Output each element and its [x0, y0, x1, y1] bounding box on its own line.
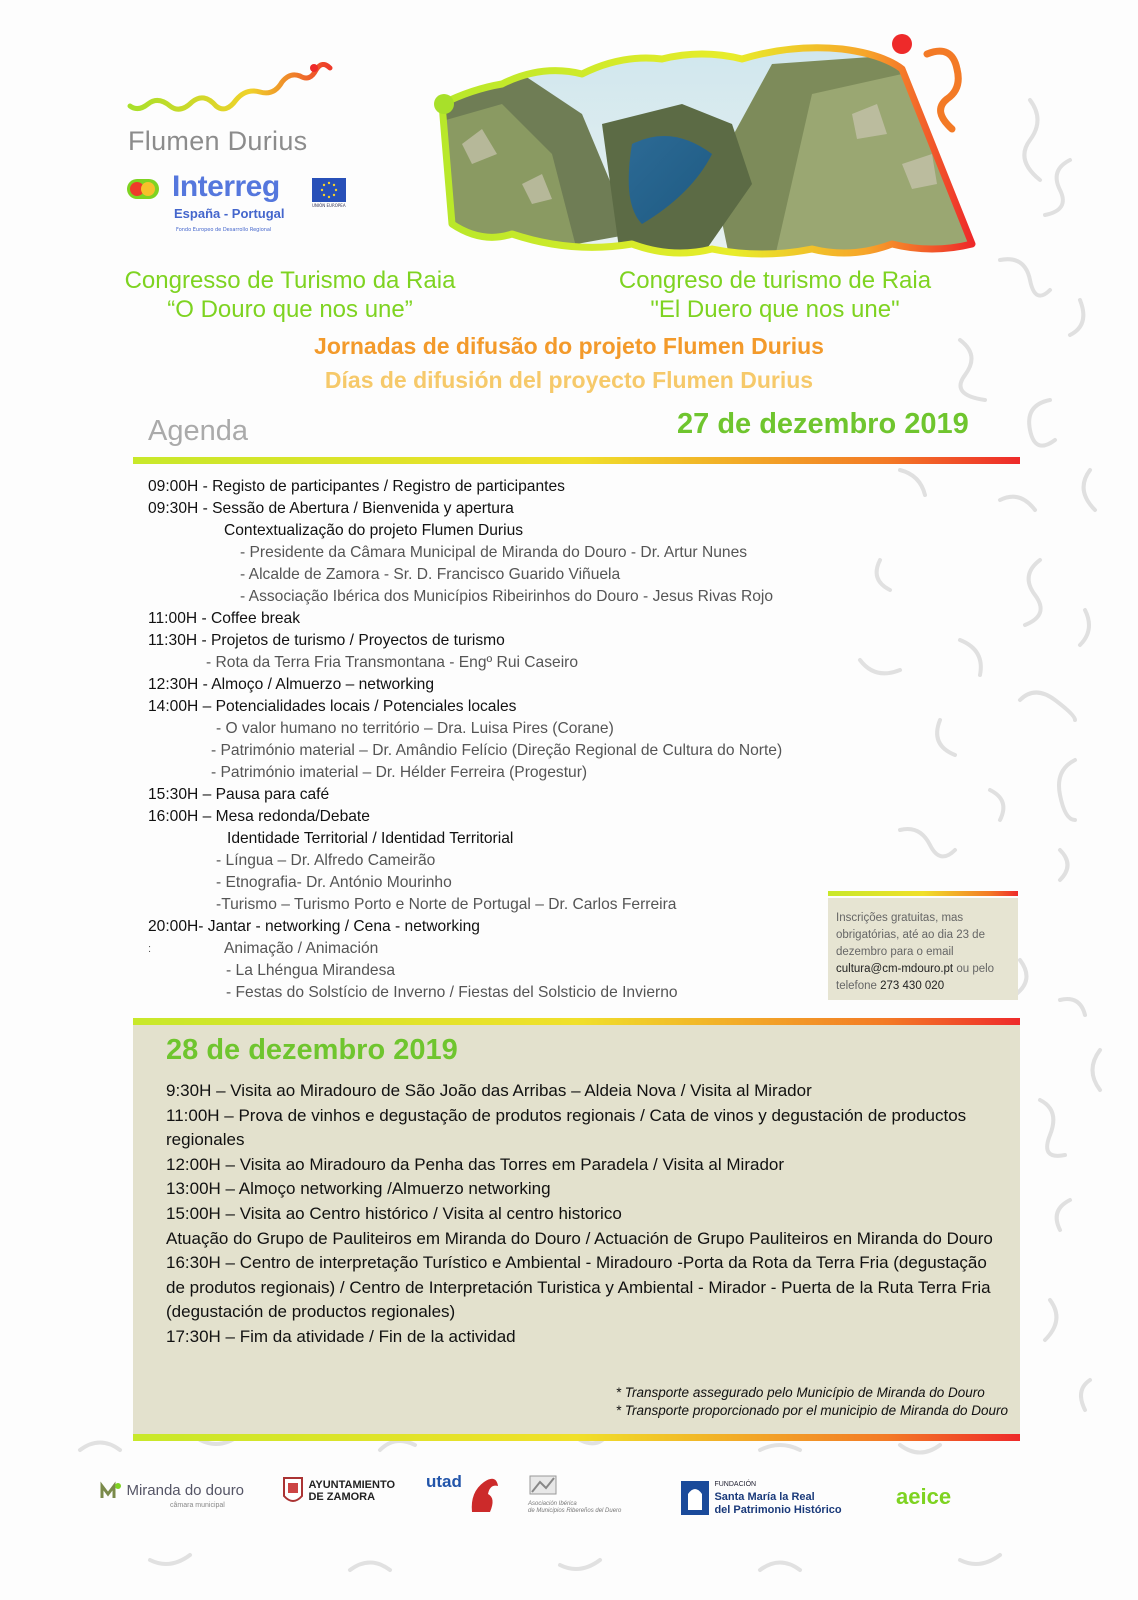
agenda-item: - Património imaterial – Dr. Hélder Ferreira (Progestur)	[211, 764, 588, 781]
dias-title: Días de difusión del proyecto Flumen Durius	[324, 367, 814, 393]
agenda-item: Atuação do Grupo de Pauliteiros em Miranda do Douro / Actuación de Grupo Pauliteiros en Miranda do Douro	[166, 1228, 993, 1248]
agenda-item: 16:00H – Mesa redonda/Debate	[148, 808, 370, 825]
logo-associacao-iberica	[528, 1474, 648, 1515]
agenda-item: 14:00H – Potencialidades locais / Potenciales locales	[148, 698, 517, 715]
utad-emblem-icon	[466, 1472, 502, 1516]
agenda-item: - Presidente da Câmara Municipal de Miranda do Douro - Dr. Artur Nunes	[240, 544, 748, 561]
day2-agenda	[166, 1079, 996, 1350]
associacao-line1: Asociación Ibérica	[528, 1501, 577, 1507]
flumen-durius-logo-line	[126, 62, 346, 124]
aeice-text: aeice	[896, 1484, 952, 1509]
agenda-item: 11:30H - Projetos de turismo / Proyectos de turismo	[148, 632, 505, 649]
day1-agenda	[148, 476, 848, 1004]
agenda-item: 11:00H - Coffee break	[148, 610, 300, 627]
partner-logos	[98, 1466, 1028, 1540]
bottom-divider	[133, 1434, 1020, 1441]
divider-line	[133, 457, 1020, 464]
agenda-item: - Alcalde de Zamora - Sr. D. Francisco Guarido Viñuela	[240, 566, 621, 583]
jornadas-title: Jornadas de difusão do projeto Flumen Durius	[314, 333, 824, 359]
transport-note-pt: * Transporte assegurado pelo Município de Miranda do Douro	[615, 1385, 985, 1400]
congress-pt-line1: Congresso de Turismo da Raia	[124, 267, 456, 294]
logo-miranda-do-douro	[100, 1480, 244, 1509]
logo-fundacion-santa-maria	[680, 1478, 842, 1517]
agenda-item: - Associação Ibérica dos Municípios Ribeirinhos do Douro - Jesus Rivas Rojo	[240, 588, 774, 605]
info-text-2: ou pelo telefone	[836, 963, 995, 992]
agenda-item: 09:30H - Sessão de Abertura / Bienvenida y apertura	[148, 500, 514, 517]
logo-aeice	[896, 1484, 951, 1510]
agenda-item: 9:30H – Visita ao Miradouro de São João das Arribas – Aldeia Nova / Visita al Mirador	[166, 1081, 812, 1100]
registration-phone: 273 430 020	[880, 980, 945, 992]
congress-es-line2: "El Duero que nos une"	[650, 296, 900, 323]
agenda-item: Contextualização do projeto Flumen Durius	[224, 522, 524, 539]
info-text: Inscrições gratuitas, mas obrigatórias, até ao dia 23 de dezembro para o email	[836, 912, 985, 958]
agenda-item: 17:30H – Fim da atividade / Fin de la actividad	[166, 1326, 516, 1346]
zamora-line1: AYUNTAMIENTO	[308, 1479, 396, 1491]
transport-note-es: * Transporte proporcionado por el municipio de Miranda do Douro	[615, 1403, 1008, 1418]
miranda-logo-icon	[100, 1480, 122, 1502]
agenda-item: 15:00H – Visita ao Centro histórico / Visita al centro historico	[166, 1203, 622, 1223]
agenda-item: -Turismo – Turismo Porto e Norte de Portugal – Dr. Carlos Ferreira	[216, 896, 677, 913]
agenda-item: 20:00H- Jantar - networking / Cena - networking	[148, 918, 480, 935]
douro-gorge-hero-image	[432, 34, 988, 270]
utad-text: utad	[426, 1472, 462, 1491]
eu-label: UNIÓN EUROPEA	[312, 203, 346, 208]
agenda-item: :	[148, 943, 152, 955]
agenda-item: - Património material – Dr. Amândio Felício (Direção Regional de Cultura do Norte)	[211, 742, 783, 759]
logo-ayuntamiento-zamora	[282, 1474, 395, 1508]
agenda-item: 12:00H – Visita ao Miradouro da Penha das Torres em Paradela / Visita al Mirador	[166, 1154, 785, 1174]
zamora-line2: DE ZAMORA	[308, 1491, 376, 1503]
agenda-item: - Língua – Dr. Alfredo Cameirão	[216, 852, 436, 869]
agenda-item: 15:30H – Pausa para café	[148, 786, 330, 803]
miranda-sub: câmara municipal	[170, 1502, 225, 1509]
day1-date: 27 de dezembro 2019	[677, 408, 969, 440]
agenda-item: - La Lhéngua Mirandesa	[226, 962, 396, 979]
fundacion-line1: Santa María la Real	[714, 1491, 815, 1503]
day2-date: 28 de dezembro 2019	[166, 1034, 458, 1066]
agenda-item: 16:30H – Centro de interpretação Turístico e Ambiental - Miradouro -Porta da Rota da Terra Fria (degustação de produtos regionais) / Centro de Interpretación Turistica y Ambiental - Mirador - Puerta de la Ruta Terra Fria (degustación de productos regionales)	[166, 1253, 991, 1322]
associacao-line2: de Municipios Ribereños del Duero	[528, 1508, 622, 1514]
congress-es-line1: Congreso de turismo de Raia	[618, 267, 932, 294]
zamora-shield-icon	[282, 1474, 304, 1508]
miranda-text: Miranda do douro	[126, 1482, 245, 1500]
agenda-label: Agenda	[148, 415, 248, 447]
fundacion-small: FUNDACIÓN	[714, 1481, 757, 1488]
agenda-item: - Etnografia- Dr. António Mourinho	[216, 874, 452, 891]
registration-email[interactable]: cultura@cm-mdouro.pt	[836, 963, 954, 975]
eu-flag-icon	[312, 178, 346, 202]
agenda-item: Identidade Territorial / Identidad Territorial	[227, 830, 514, 847]
agenda-item: 09:00H - Registo de participantes / Registro de participantes	[148, 478, 565, 495]
interreg-subtitle: España - Portugal	[174, 206, 285, 221]
interreg-fund-label: Fondo Europeo de Desarrollo Regional	[176, 227, 272, 233]
agenda-item: - Rota da Terra Fria Transmontana - Engº Rui Caseiro	[206, 654, 579, 671]
fundacion-line2: del Patrimonio Histórico	[714, 1504, 842, 1516]
transport-notes	[616, 1384, 1008, 1420]
congress-title-es	[590, 266, 960, 324]
agenda-item: - Festas do Solstício de Inverno / Fiestas del Solsticio de Invierno	[226, 984, 678, 1001]
logo-utad	[426, 1472, 502, 1516]
fundacion-icon	[680, 1480, 710, 1516]
congress-pt-line2: “O Douro que nos une”	[167, 296, 413, 323]
agenda-item: 11:00H – Prova de vinhos e degustação de produtos regionais / Cata de vinos y degustación de productos regionales	[166, 1105, 967, 1150]
agenda-item: Animação / Animación	[224, 940, 379, 957]
interreg-emblem-icon	[126, 176, 160, 202]
congress-title-pt	[100, 266, 480, 324]
day2-divider	[133, 1018, 1020, 1025]
agenda-item: 12:30H - Almoço / Almuerzo – networking	[148, 676, 435, 693]
registration-info	[836, 910, 1016, 995]
info-box-divider	[828, 891, 1018, 896]
interreg-wordmark: Interreg	[172, 170, 280, 203]
project-title: Flumen Durius	[128, 126, 308, 156]
agenda-item: - O valor humano no território – Dra. Luisa Pires (Corane)	[216, 720, 614, 737]
agenda-item: 13:00H – Almoço networking /Almuerzo networking	[166, 1179, 551, 1199]
associacao-icon	[528, 1474, 558, 1496]
